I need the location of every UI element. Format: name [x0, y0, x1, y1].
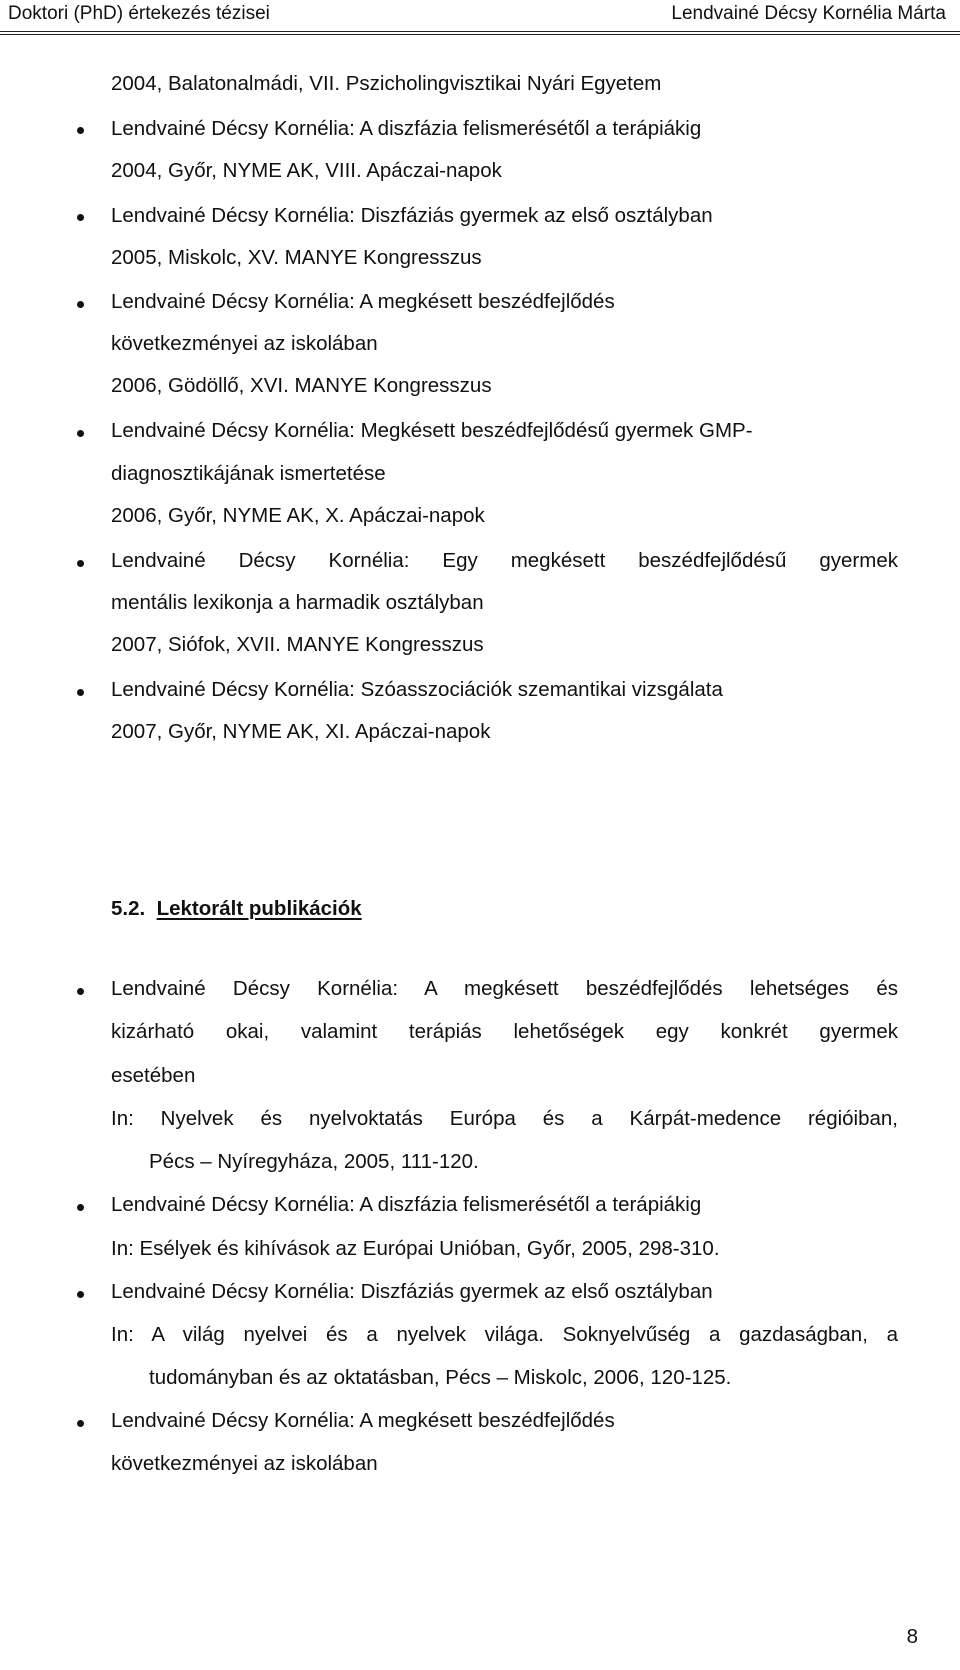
bullet-icon	[77, 127, 84, 134]
talk-title-cont: diagnosztikájának ismertetése	[111, 462, 386, 485]
publication-title: Lendvainé Décsy Kornélia: A megkésett beszédfejlődés	[111, 1409, 615, 1432]
header-left: Doktori (PhD) értekezés tézisei	[8, 3, 270, 24]
bullet-icon	[77, 1291, 84, 1298]
header-rule	[0, 31, 960, 35]
talk-title-cont: következményei az iskolában	[111, 332, 378, 355]
publication-source: In: A világ nyelvei és a nyelvek világa. Soknyelvűség a gazdaságban, a	[111, 1323, 898, 1346]
bullet-icon	[77, 689, 84, 696]
publication-title: Lendvainé Décsy Kornélia: Diszfáziás gyermek az első osztályban	[111, 1280, 713, 1303]
bullet-icon	[77, 301, 84, 308]
bullet-icon	[77, 560, 84, 567]
running-header	[0, 0, 960, 36]
section-title: Lektorált publikációk	[156, 897, 362, 920]
talk-title: Lendvainé Décsy Kornélia: A diszfázia felismerésétől a terápiákig	[111, 117, 702, 140]
bullet-icon	[77, 988, 84, 995]
publication-title-cont: kizárható okai, valamint terápiás lehetőségek egy konkrét gyermek	[111, 1020, 898, 1043]
section-number: 5.2.	[111, 897, 146, 920]
publication-source-cont: Pécs – Nyíregyháza, 2005, 111-120.	[149, 1150, 479, 1173]
talk-title: Lendvainé Décsy Kornélia: Diszfáziás gyermek az első osztályban	[111, 204, 713, 227]
bullet-icon	[77, 1420, 84, 1427]
talk-venue: 2006, Győr, NYME AK, X. Apáczai-napok	[111, 504, 485, 527]
bullet-icon	[77, 214, 84, 221]
talk-title-cont: mentális lexikonja a harmadik osztályban	[111, 591, 484, 614]
publication-title: Lendvainé Décsy Kornélia: A megkésett beszédfejlődés lehetséges és	[111, 977, 898, 1000]
header-right: Lendvainé Décsy Kornélia Márta	[671, 3, 946, 24]
talk-title: Lendvainé Décsy Kornélia: Egy megkésett beszédfejlődésű gyermek	[111, 549, 898, 572]
talk-title: Lendvainé Décsy Kornélia: Megkésett beszédfejlődésű gyermek GMP-	[111, 419, 753, 442]
talk-venue: 2007, Siófok, XVII. MANYE Kongresszus	[111, 633, 484, 656]
page-number: 8	[906, 1625, 918, 1648]
talk-title: Lendvainé Décsy Kornélia: Szóasszociációk szemantikai vizsgálata	[111, 678, 723, 701]
publication-title-cont: következményei az iskolában	[111, 1452, 378, 1475]
publication-source-cont: tudományban és az oktatásban, Pécs – Miskolc, 2006, 120-125.	[149, 1366, 732, 1389]
bullet-icon	[77, 1204, 84, 1211]
publication-title-cont: esetében	[111, 1064, 196, 1087]
talk-venue: 2007, Győr, NYME AK, XI. Apáczai-napok	[111, 720, 491, 743]
talk-venue: 2005, Miskolc, XV. MANYE Kongresszus	[111, 246, 482, 269]
publication-source: In: Nyelvek és nyelvoktatás Európa és a Kárpát-medence régióiban,	[111, 1107, 898, 1130]
talk-venue: 2006, Gödöllő, XVI. MANYE Kongresszus	[111, 374, 492, 397]
publication-source: In: Esélyek és kihívások az Európai Unióban, Győr, 2005, 298-310.	[111, 1237, 720, 1260]
talk-title: Lendvainé Décsy Kornélia: A megkésett beszédfejlődés	[111, 290, 615, 313]
section-heading	[111, 897, 362, 921]
talk-venue: 2004, Balatonalmádi, VII. Pszicholingvisztikai Nyári Egyetem	[111, 72, 662, 95]
bullet-icon	[77, 430, 84, 437]
talk-venue: 2004, Győr, NYME AK, VIII. Apáczai-napok	[111, 159, 502, 182]
publication-title: Lendvainé Décsy Kornélia: A diszfázia felismerésétől a terápiákig	[111, 1193, 702, 1216]
